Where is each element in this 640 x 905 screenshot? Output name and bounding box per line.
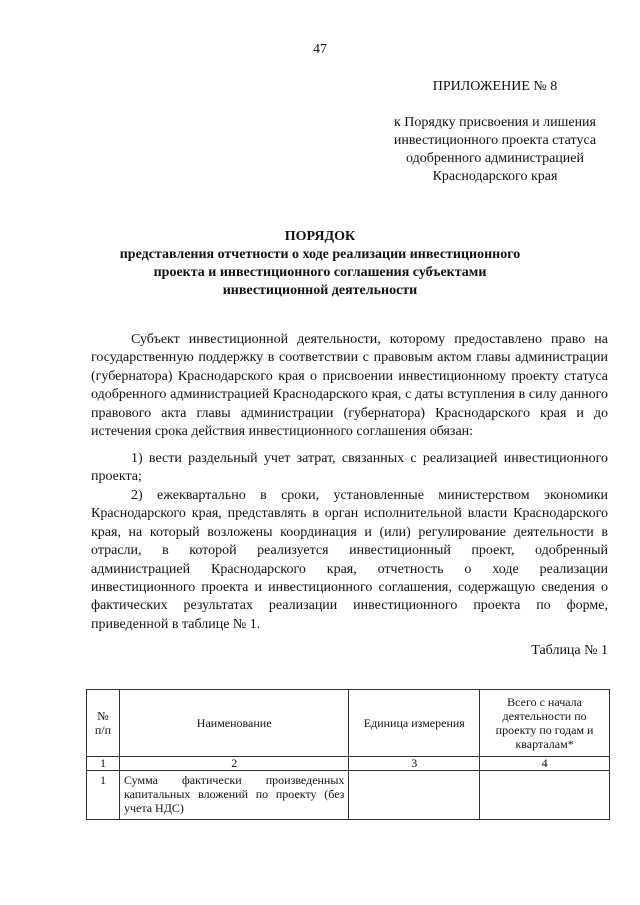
table-caption: Таблица № 1 <box>531 643 608 658</box>
page-number: 47 <box>313 42 327 57</box>
header-cell-total: Всего с начала деятельности по проекту по годам и кварталам* <box>480 690 610 757</box>
column-number-cell: 2 <box>119 757 348 771</box>
subtitle-line: проекта и инвестиционного соглашения субъектами <box>153 265 487 280</box>
row-unit-cell <box>349 771 480 820</box>
appendix-title: ПРИЛОЖЕНИЕ № 8 <box>432 79 558 94</box>
column-number-cell: 1 <box>87 757 120 771</box>
subtitle-line: инвестиционной деятельности <box>222 283 418 298</box>
row-number-cell: 1 <box>87 771 120 820</box>
column-number-cell: 3 <box>349 757 480 771</box>
body-paragraph-item-1 <box>91 450 608 487</box>
appendix-line: к Порядку присвоения и лишения <box>394 115 596 130</box>
body-paragraph-intro <box>91 331 608 441</box>
body-paragraph-item-2 <box>91 487 608 634</box>
document-subtitle <box>0 246 640 300</box>
header-cell-unit: Единица измерения <box>349 690 480 757</box>
row-name-cell: Сумма фактически произведенных капитальных вложений по проекту (без учета НДС) <box>119 771 348 820</box>
report-table <box>86 689 610 820</box>
row-total-cell <box>480 771 610 820</box>
document-title: ПОРЯДОК <box>284 229 356 244</box>
paragraph: 1) вести раздельный учет затрат, связанных с реализацией инвестиционного проекта; <box>91 451 608 485</box>
table-row <box>87 771 610 820</box>
appendix-line: Краснодарского края <box>432 169 558 184</box>
column-number-cell: 4 <box>480 757 610 771</box>
appendix-line: инвестиционного проекта статуса <box>393 133 597 148</box>
subtitle-line: представления отчетности о ходе реализации инвестиционного <box>119 247 521 262</box>
header-cell-name: Наименование <box>119 690 348 757</box>
table-column-numbers-row <box>87 757 610 771</box>
appendix-reference <box>380 114 610 186</box>
paragraph: 2) ежеквартально в сроки, установленные министерством экономики Краснодарского края, представлять в орган исполнительной власти Краснодарского края, на который возложены координация и (или) регулирование деятельности в отрасли, в которой реализуется инвестиционный проект, одобренный администрацией Краснодарского края, отчетность о ходе реализации инвестиционного проекта и инвестиционного соглашения, содержащую сведения о фактических результатах реализации инвестиционного проекта по форме, приведенной в таблице № 1. <box>91 488 608 632</box>
appendix-line: одобренного администрацией <box>405 151 584 166</box>
paragraph: Субъект инвестиционной деятельности, которому предоставлено право на государственную поддержку в соответствии с правовым актом главы администрации (губернатора) Краснодарского края о присвоении инвестиционному проекту статуса одобренного администрацией Краснодарского края, с даты вступления в силу данного правового акта главы администрации (губернатора) Краснодарского края и до истечения срока действия инвестиционного соглашения обязан: <box>91 332 608 440</box>
header-cell-number: № п/п <box>87 690 120 757</box>
table-header-row <box>87 690 610 757</box>
